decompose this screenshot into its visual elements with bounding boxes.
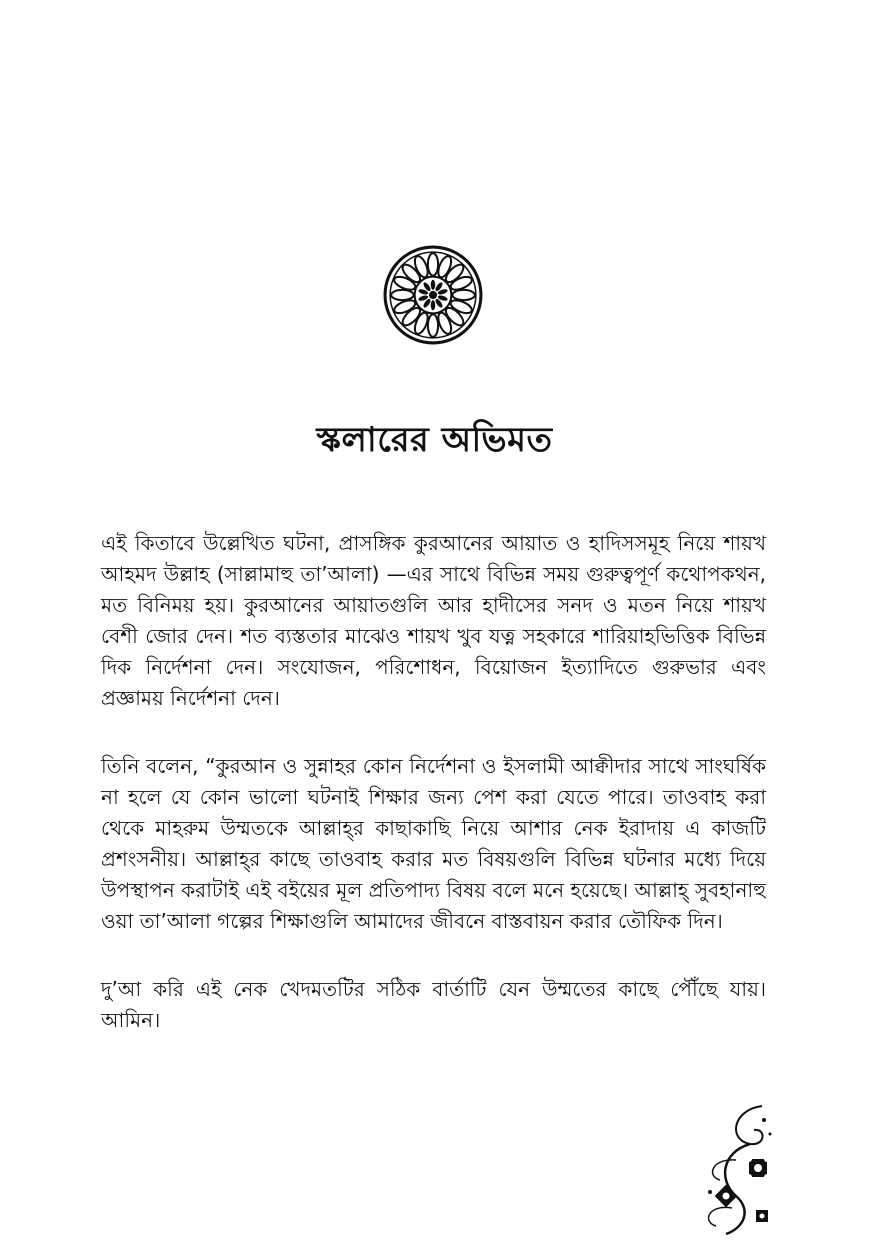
paragraph: এই কিতাবে উল্লেখিত ঘটনা, প্রাসঙ্গিক কুরআনের আয়াত ও হাদিসসমূহ নিয়ে শায়খ আহমদ উল্লাহ (সাল্লামাহু তা’আলা) —এর সাথে বিভিন্ন সময় গুরুত্বপূর্ণ কথোপকথন, মত বিনিময় হয়। কুরআনের আয়াতগুলি আর হাদীসের সনদ ও মতন নিয়ে শায়খ বেশী জোর দেন। শত ব্যস্ততার মাঝেও শায়খ খুব যত্ন সহকারে শারিয়াহভিত্তিক বিভিন্ন দিক নির্দেশনা দেন। সংযোজন, পরিশোধন, বিয়োজন ইত্যাদিতে গুরুভার এবং প্রজ্ঞাময় নির্দেশনা দেন। (101, 531, 766, 710)
paragraph: তিনি বলেন, “কুরআন ও সুন্নাহর কোন নির্দেশনা ও ইসলামী আক্বীদার সাথে সাংঘর্ষিক না হলে যে কোন ভালো ঘটনাই শিক্ষার জন্য পেশ করা যেতে পারে। তাওবাহ করা থেকে মাহরুম উম্মতকে আল্লাহ্‌র কাছাকাছি নিয়ে আশার নেক ইরাদায় এ কাজটি প্রশংসনীয়। আল্লাহ্‌র কাছে তাওবাহ করার মত বিষয়গুলি বিভিন্ন ঘটনার মধ্যে দিয়ে উপস্থাপন করাটাই এই বইয়ের মূল প্রতিপাদ্য বিষয় বলে মনে হয়েছে। আল্লাহ্‌ সুবহানাহু ওয়া তা’আলা গল্পের শিক্ষাগুলি আমাদের জীবনে বাস্তবায়ন করার তৌফিক দিন। (101, 754, 766, 933)
page-title: স্কলারের অভিমত (316, 420, 553, 460)
body-text (101, 528, 766, 1073)
circular-rosette-icon (382, 244, 484, 346)
floral-vine-flourish-icon (692, 1100, 782, 1240)
paragraph: দু’আ করি এই নেক খেদমতটির সঠিক বার্তাটি যেন উম্মতের কাছে পৌঁছে যায়। আমিন। (101, 977, 766, 1032)
